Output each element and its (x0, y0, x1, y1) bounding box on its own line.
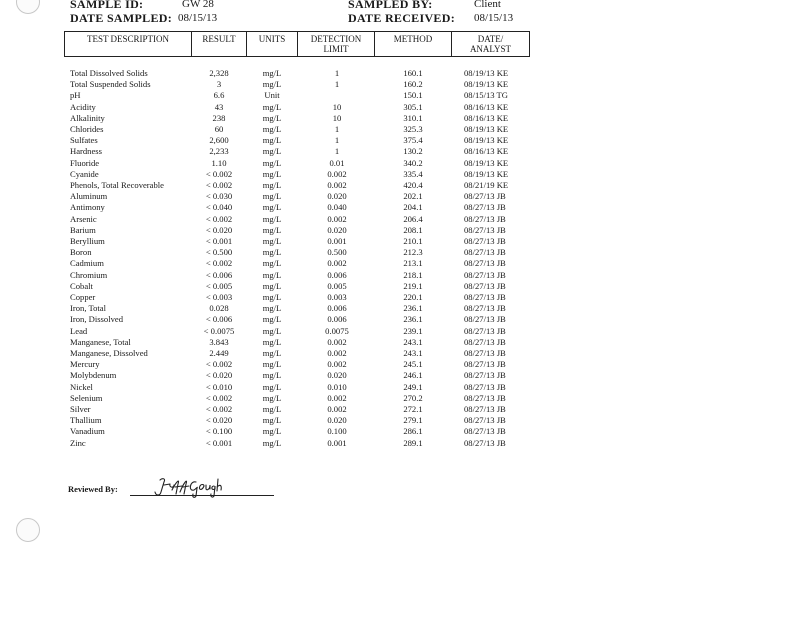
method-value: 219.1 (403, 280, 423, 291)
method-value: 375.4 (403, 135, 423, 146)
detection-limit-value: 0.020 (327, 415, 347, 426)
method-value: 249.1 (403, 381, 423, 392)
date-analyst-value: 08/27/13 JB (464, 292, 506, 302)
detection-limit-value: 0.002 (327, 359, 347, 370)
units-value: mg/L (262, 236, 282, 246)
result-value: 0.028 (209, 303, 229, 314)
method-value: 213.1 (403, 258, 423, 269)
table-row (0, 180, 800, 191)
table-row (0, 146, 800, 157)
date-analyst-value: 08/19/13 KE (464, 79, 509, 90)
detection-limit-value: 1 (334, 124, 340, 134)
result-value: < 0.002 (205, 258, 233, 269)
units-value: mg/L (262, 258, 282, 269)
detection-limit-value: 0.002 (327, 258, 347, 269)
test-name: Iron, Total (70, 303, 106, 314)
date-analyst-value: 08/27/13 JB (464, 258, 506, 269)
detection-limit-value: 0.002 (327, 180, 347, 190)
units-value: mg/L (262, 146, 282, 157)
detection-limit-value: 10 (332, 101, 342, 112)
method-value: 212.3 (403, 247, 423, 258)
result-value: < 0.002 (205, 359, 233, 370)
detection-limit-value: 0.020 (327, 370, 347, 381)
col-result: RESULT (202, 34, 236, 44)
date-analyst-value: 08/27/13 JB (464, 381, 506, 392)
test-name: Manganese, Dissolved (70, 348, 148, 358)
date-received-label: DATE RECEIVED: (348, 11, 455, 25)
result-value: 43 (214, 101, 224, 112)
table-row (0, 326, 800, 337)
units-value: mg/L (262, 247, 282, 258)
result-value: < 0.010 (205, 381, 233, 392)
detection-limit-value: 0.006 (327, 269, 347, 280)
table-row (0, 303, 800, 314)
punch-hole-icon (16, 0, 40, 14)
date-analyst-value: 08/19/13 KE (464, 157, 509, 168)
detection-limit-value: 1 (334, 79, 340, 90)
table-row (0, 191, 800, 202)
units-value: mg/L (262, 68, 282, 78)
method-value: 272.1 (403, 404, 423, 414)
detection-limit-value: 0.002 (327, 404, 347, 414)
table-row (0, 90, 800, 101)
table-row (0, 214, 800, 225)
units-value: mg/L (262, 437, 282, 448)
table-row (0, 292, 800, 303)
detection-limit-value: 1 (334, 68, 340, 78)
col-detection-line1: DETECTION (310, 34, 362, 44)
col-date-line2: ANALYST (469, 44, 512, 54)
test-name: Silver (70, 404, 91, 414)
date-analyst-value: 08/15/13 TG (464, 90, 509, 101)
units-value: mg/L (262, 79, 282, 90)
sample-id-label: SAMPLE ID: (70, 0, 144, 11)
method-value: 289.1 (403, 437, 423, 448)
units-value: mg/L (262, 292, 282, 302)
result-value: < 0.0075 (203, 325, 235, 336)
result-value: < 0.020 (205, 370, 233, 381)
method-value: 245.1 (403, 359, 423, 370)
result-value: < 0.030 (205, 191, 233, 202)
units-value: mg/L (262, 180, 282, 190)
test-name: Hardness (70, 146, 102, 157)
result-value: < 0.005 (205, 280, 233, 291)
units-value: mg/L (262, 280, 282, 291)
test-name: Selenium (70, 392, 103, 403)
date-analyst-value: 08/19/13 KE (464, 68, 509, 78)
result-value: < 0.020 (205, 224, 233, 235)
date-analyst-value: 08/27/13 JB (464, 224, 506, 235)
test-name: Nickel (70, 381, 93, 392)
detection-limit-value: 0.002 (327, 336, 347, 347)
date-analyst-value: 08/27/13 JB (464, 303, 506, 314)
test-name: Phenols, Total Recoverable (70, 180, 164, 190)
units-value: mg/L (262, 314, 282, 325)
result-value: 1.10 (211, 157, 227, 168)
test-name: Iron, Dissolved (70, 314, 123, 325)
date-analyst-value: 08/27/13 JB (464, 370, 506, 381)
test-name: Sulfates (70, 135, 98, 146)
method-value: 206.4 (403, 213, 423, 224)
method-value: 236.1 (403, 303, 423, 314)
date-analyst-value: 08/19/13 KE (464, 124, 509, 134)
table-row (0, 415, 800, 426)
test-name: Manganese, Total (70, 336, 131, 347)
result-value: < 0.002 (205, 213, 233, 224)
date-received-value: 08/15/13 (474, 12, 514, 24)
table-row (0, 382, 800, 393)
date-analyst-value: 08/27/13 JB (464, 426, 506, 437)
detection-limit-value: 1 (334, 146, 340, 157)
col-units: UNITS (258, 34, 286, 44)
date-analyst-value: 08/27/13 JB (464, 325, 506, 336)
units-value: mg/L (262, 101, 282, 112)
result-value: 3.843 (209, 336, 229, 347)
method-value: 325.3 (403, 124, 423, 134)
method-value: 305.1 (403, 101, 423, 112)
test-name: Molybdenum (70, 370, 117, 381)
result-value: < 0.002 (205, 404, 233, 414)
method-value: 160.1 (403, 68, 423, 78)
table-row (0, 225, 800, 236)
test-name: Mercury (70, 359, 100, 370)
method-value: 160.2 (403, 79, 423, 90)
date-analyst-value: 08/27/13 JB (464, 336, 506, 347)
result-value: 60 (214, 124, 224, 134)
sampled-by-value: Client (474, 0, 501, 10)
result-value: < 0.100 (205, 426, 233, 437)
test-name: pH (70, 90, 81, 101)
table-row (0, 370, 800, 381)
date-analyst-value: 08/27/13 JB (464, 415, 506, 426)
date-analyst-value: 08/16/13 KE (464, 101, 509, 112)
table-row (0, 124, 800, 135)
detection-limit-value: 0.006 (327, 303, 347, 314)
test-name: Antimony (70, 202, 105, 213)
detection-limit-value: 0.001 (327, 437, 347, 448)
detection-limit-value: 1 (334, 135, 340, 146)
detection-limit-value: 0.003 (327, 292, 347, 302)
method-value: 279.1 (403, 415, 423, 426)
date-analyst-value: 08/16/13 KE (464, 112, 509, 123)
test-name: Arsenic (70, 213, 97, 224)
detection-limit-value: 0.002 (327, 213, 347, 224)
method-value: 150.1 (403, 90, 423, 101)
units-value: mg/L (262, 392, 282, 403)
table-row (0, 68, 800, 79)
units-value: mg/L (262, 370, 282, 381)
result-value: < 0.002 (205, 392, 233, 403)
result-value: < 0.006 (205, 269, 233, 280)
table-row (0, 236, 800, 247)
table-row (0, 247, 800, 258)
date-analyst-value: 08/27/13 JB (464, 213, 506, 224)
method-value: 286.1 (403, 426, 423, 437)
method-value: 236.1 (403, 314, 423, 325)
method-value: 246.1 (403, 370, 423, 381)
result-value: < 0.001 (205, 236, 233, 246)
test-name: Cobalt (70, 280, 93, 291)
date-analyst-value: 08/27/13 JB (464, 359, 506, 370)
signature-line (130, 495, 274, 496)
result-value: 2,328 (209, 68, 229, 78)
test-name: Vanadium (70, 426, 105, 437)
detection-limit-value: 0.010 (327, 381, 347, 392)
sample-id-value: GW 28 (182, 0, 214, 10)
detection-limit-value: 0.001 (327, 236, 347, 246)
units-value: mg/L (262, 191, 282, 202)
method-value: 202.1 (403, 191, 423, 202)
date-analyst-value: 08/27/13 JB (464, 437, 506, 448)
detection-limit-value: 0.020 (327, 224, 347, 235)
detection-limit-value: 0.100 (327, 426, 347, 437)
column-header-row (64, 31, 530, 57)
test-name: Chlorides (70, 124, 104, 134)
table-row (0, 314, 800, 325)
table-row (0, 79, 800, 90)
table-row (0, 202, 800, 213)
table-row (0, 337, 800, 348)
detection-limit-value: 10 (332, 112, 342, 123)
detection-limit-value: 0.01 (329, 157, 345, 168)
units-value: Unit (264, 90, 280, 101)
test-name: Fluoride (70, 157, 100, 168)
test-name: Zinc (70, 437, 86, 448)
detection-limit-value: 0.002 (327, 392, 347, 403)
units-value: mg/L (262, 112, 282, 123)
result-value: < 0.002 (205, 168, 233, 179)
result-value: < 0.003 (205, 292, 233, 302)
result-value: < 0.040 (205, 202, 233, 213)
test-name: Aluminum (70, 191, 108, 202)
table-row (0, 393, 800, 404)
table-row (0, 348, 800, 359)
table-row (0, 404, 800, 415)
col-date-line1: DATE/ (477, 34, 504, 44)
date-analyst-value: 08/27/13 JB (464, 247, 506, 258)
date-analyst-value: 08/27/13 JB (464, 236, 506, 246)
date-analyst-value: 08/19/13 KE (464, 135, 509, 146)
table-row (0, 426, 800, 437)
detection-limit-value: 0.0075 (325, 325, 349, 336)
result-value: 2.449 (209, 348, 229, 358)
detection-limit-value: 0.040 (327, 202, 347, 213)
method-value: 210.1 (403, 236, 423, 246)
method-value: 220.1 (403, 292, 423, 302)
punch-hole-icon (16, 518, 40, 542)
col-test-description: TEST DESCRIPTION (86, 34, 170, 44)
method-value: 243.1 (403, 348, 423, 358)
units-value: mg/L (262, 348, 282, 358)
test-name: Copper (70, 292, 96, 302)
detection-limit-value: 0.020 (327, 191, 347, 202)
test-name: Acidity (70, 101, 96, 112)
test-name: Lead (70, 325, 88, 336)
sampled-by-label: SAMPLED BY: (348, 0, 433, 11)
result-value: 2,233 (209, 146, 229, 157)
date-analyst-value: 08/27/13 JB (464, 202, 506, 213)
units-value: mg/L (262, 224, 282, 235)
method-value: 204.1 (403, 202, 423, 213)
date-analyst-value: 08/21/19 KE (464, 180, 509, 190)
date-analyst-value: 08/27/13 JB (464, 348, 506, 358)
method-value: 130.2 (403, 146, 423, 157)
table-row (0, 359, 800, 370)
test-name: Cadmium (70, 258, 104, 269)
table-row (0, 102, 800, 113)
units-value: mg/L (262, 381, 282, 392)
date-analyst-value: 08/27/13 JB (464, 269, 506, 280)
result-value: 6.6 (213, 90, 225, 101)
detection-limit-value: 0.002 (327, 348, 347, 358)
test-name: Thallium (70, 415, 102, 426)
table-row (0, 158, 800, 169)
method-value: 420.4 (403, 180, 423, 190)
units-value: mg/L (262, 124, 282, 134)
test-name: Alkalinity (70, 112, 105, 123)
method-value: 340.2 (403, 157, 423, 168)
method-value: 239.1 (403, 325, 423, 336)
test-name: Barium (70, 224, 96, 235)
col-detection-line2: LIMIT (323, 44, 349, 54)
method-value: 310.1 (403, 112, 423, 123)
method-value: 335.4 (403, 168, 423, 179)
result-value: < 0.500 (205, 247, 233, 258)
method-value: 270.2 (403, 392, 423, 403)
detection-limit-value: 0.002 (327, 168, 347, 179)
units-value: mg/L (262, 202, 282, 213)
table-row (0, 135, 800, 146)
units-value: mg/L (262, 426, 282, 437)
col-detection-limit (298, 32, 374, 56)
test-name: Beryllium (70, 236, 105, 246)
date-analyst-value: 08/19/13 KE (464, 168, 509, 179)
date-sampled-label: DATE SAMPLED: (70, 11, 173, 25)
table-row (0, 270, 800, 281)
detection-limit-value: 0.005 (327, 280, 347, 291)
units-value: mg/L (262, 404, 282, 414)
units-value: mg/L (262, 269, 282, 280)
result-value: 238 (212, 112, 226, 123)
method-value: 218.1 (403, 269, 423, 280)
units-value: mg/L (262, 213, 282, 224)
units-value: mg/L (262, 359, 282, 370)
units-value: mg/L (262, 135, 282, 146)
result-value: < 0.006 (205, 314, 233, 325)
result-value: < 0.001 (205, 437, 233, 448)
date-analyst-value: 08/27/13 JB (464, 392, 506, 403)
result-value: < 0.020 (205, 415, 233, 426)
table-row (0, 438, 800, 449)
reviewed-by-label: Reviewed By: (68, 484, 118, 494)
result-value: < 0.002 (205, 180, 233, 190)
test-name: Cyanide (70, 168, 99, 179)
units-value: mg/L (262, 157, 282, 168)
table-row (0, 258, 800, 269)
detection-limit-value: 0.006 (327, 314, 347, 325)
method-value: 208.1 (403, 224, 423, 235)
col-method: METHOD (393, 34, 433, 44)
method-value: 243.1 (403, 336, 423, 347)
table-row (0, 281, 800, 292)
units-value: mg/L (262, 336, 282, 347)
table-row (0, 113, 800, 124)
test-name: Total Dissolved Solids (70, 68, 148, 78)
test-name: Total Suspended Solids (70, 79, 151, 90)
units-value: mg/L (262, 168, 282, 179)
date-analyst-value: 08/27/13 JB (464, 280, 506, 291)
detection-limit-value: 0.500 (327, 247, 347, 258)
date-analyst-value: 08/16/13 KE (464, 146, 509, 157)
date-analyst-value: 08/27/13 JB (464, 191, 506, 202)
units-value: mg/L (262, 325, 282, 336)
result-value: 3 (216, 79, 222, 90)
date-analyst-value: 08/27/13 JB (464, 404, 506, 414)
col-date-analyst (452, 32, 529, 56)
test-name: Boron (70, 247, 92, 258)
units-value: mg/L (262, 415, 282, 426)
date-analyst-value: 08/27/13 JB (464, 314, 506, 325)
units-value: mg/L (262, 303, 282, 314)
result-value: 2,600 (209, 135, 229, 146)
date-sampled-value: 08/15/13 (178, 12, 218, 24)
test-name: Chromium (70, 269, 108, 280)
table-row (0, 169, 800, 180)
